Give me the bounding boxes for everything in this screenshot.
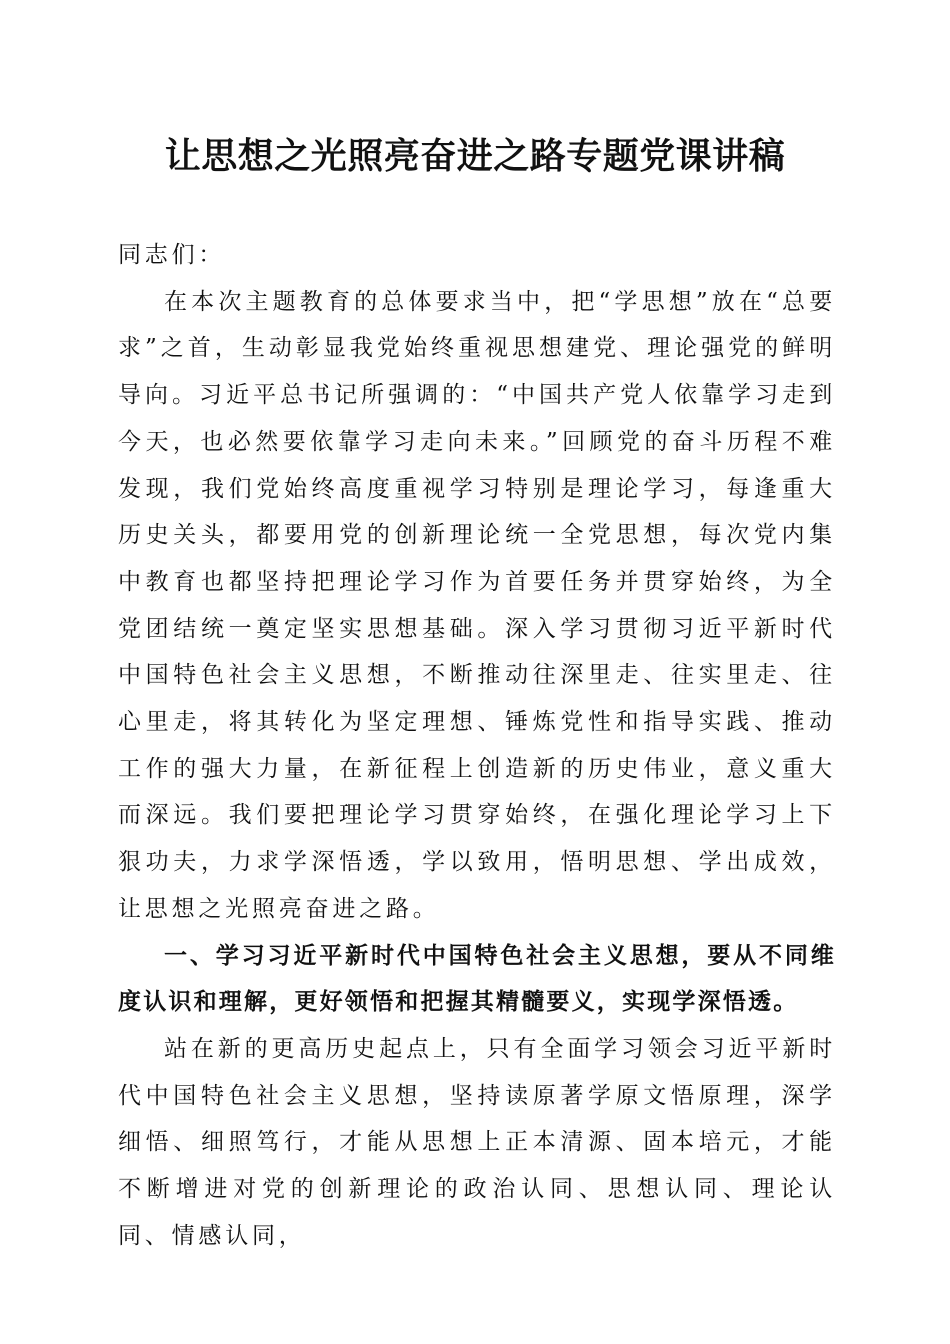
paragraph-section-1: 站在新的更高历史起点上，只有全面学习领会习近平新时代中国特色社会主义思想，坚持读原著学原文悟原理，深学细悟、细照笃行，才能从思想上正本清源、固本培元，才能不断增进对党的创新理论的政治认同、思想认同、理论认同、情感认同，	[118, 1035, 836, 1249]
document-body	[118, 232, 836, 1259]
salutation: 同志们：	[118, 242, 226, 268]
document-title: 让思想之光照亮奋进之路专题党课讲稿	[164, 135, 786, 177]
section-heading-1: 一、学习习近平新时代中国特色社会主义思想，要从不同维度认识和理解，更好领悟和把握其精髓要义，实现学深悟透。	[118, 942, 836, 1016]
paragraph-intro: 在本次主题教育的总体要求当中，把“学思想”放在“总要求”之首，生动彰显我党始终重视思想建党、理论强党的鲜明导向。习近平总书记所强调的：“中国共产党人依靠学习走到今天，也必然要依靠学习走向未来。”回顾党的奋斗历程不难发现，我们党始终高度重视学习特别是理论学习，每逢重大历史关头，都要用党的创新理论统一全党思想，每次党内集中教育也都坚持把理论学习作为首要任务并贯穿始终，为全党团结统一奠定坚实思想基础。深入学习贯彻习近平新时代中国特色社会主义思想，不断推动往深里走、往实里走、往心里走，将其转化为坚定理想、锤炼党性和指导实践、推动工作的强大力量，在新征程上创造新的历史伟业，意义重大而深远。我们要把理论学习贯穿始终，在强化理论学习上下狠功夫，力求学深悟透，学以致用，悟明思想、学出成效，让思想之光照亮奋进之路。	[118, 288, 836, 922]
